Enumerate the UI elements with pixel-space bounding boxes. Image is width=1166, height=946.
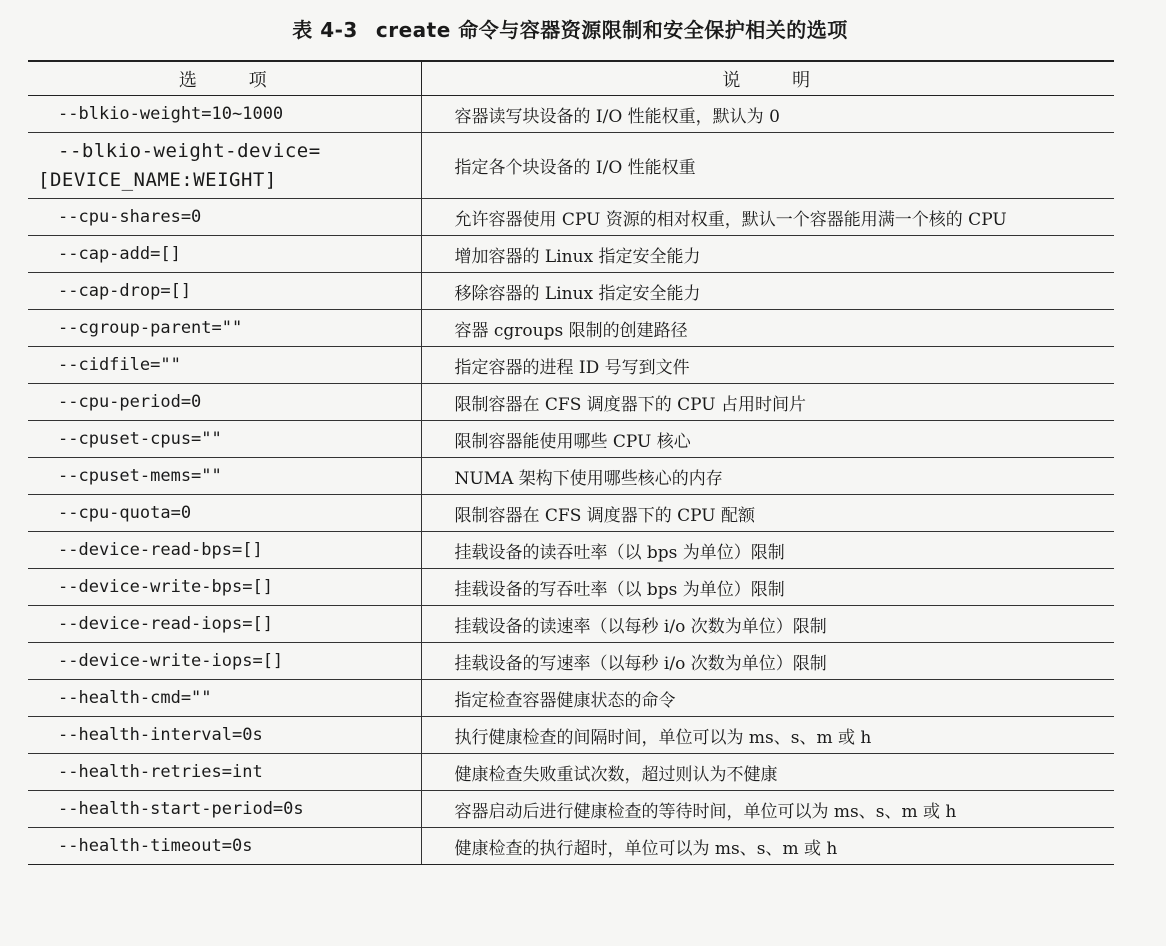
description-cell: 限制容器能使用哪些 CPU 核心 xyxy=(421,421,1114,458)
description-cell: 指定各个块设备的 I/O 性能权重 xyxy=(421,133,1114,199)
table-row xyxy=(28,717,1114,754)
option-cell: --cap-drop=[] xyxy=(28,273,421,310)
description-cell: 移除容器的 Linux 指定安全能力 xyxy=(421,273,1114,310)
table-row xyxy=(28,310,1114,347)
option-cell: --device-read-bps=[] xyxy=(28,532,421,569)
table-row xyxy=(28,384,1114,421)
description-cell: 健康检查的执行超时，单位可以为 ms、s、m 或 h xyxy=(421,828,1114,865)
table-row xyxy=(28,96,1114,133)
table-row xyxy=(28,199,1114,236)
description-cell: 挂载设备的写速率（以每秒 i/o 次数为单位）限制 xyxy=(421,643,1114,680)
table-row xyxy=(28,643,1114,680)
description-cell: 限制容器在 CFS 调度器下的 CPU 配额 xyxy=(421,495,1114,532)
option-cell: --device-write-iops=[] xyxy=(28,643,421,680)
table-row xyxy=(28,754,1114,791)
option-cell: --blkio-weight=10~1000 xyxy=(28,96,421,133)
option-cell: --device-read-iops=[] xyxy=(28,606,421,643)
description-cell: 指定检查容器健康状态的命令 xyxy=(421,680,1114,717)
description-cell: 健康检查失败重试次数，超过则认为不健康 xyxy=(421,754,1114,791)
option-cell: --device-write-bps=[] xyxy=(28,569,421,606)
table-row xyxy=(28,421,1114,458)
options-table xyxy=(28,60,1114,865)
option-cell: --cpuset-cpus="" xyxy=(28,421,421,458)
description-cell: 指定容器的进程 ID 号写到文件 xyxy=(421,347,1114,384)
option-cell: --cidfile="" xyxy=(28,347,421,384)
option-cell: --health-cmd="" xyxy=(28,680,421,717)
table-caption xyxy=(0,14,1140,43)
option-cell: --cgroup-parent="" xyxy=(28,310,421,347)
option-text-line: [DEVICE_NAME:WEIGHT] xyxy=(38,168,277,191)
table-row xyxy=(28,606,1114,643)
option-cell: --cap-add=[] xyxy=(28,236,421,273)
option-cell: --health-timeout=0s xyxy=(28,828,421,865)
option-text-line: --blkio-weight-device= xyxy=(58,139,321,162)
table-row xyxy=(28,236,1114,273)
option-cell: --health-retries=int xyxy=(28,754,421,791)
table-row xyxy=(28,458,1114,495)
description-cell: 增加容器的 Linux 指定安全能力 xyxy=(421,236,1114,273)
table-row xyxy=(28,828,1114,865)
table-row xyxy=(28,273,1114,310)
description-cell: 容器启动后进行健康检查的等待时间，单位可以为 ms、s、m 或 h xyxy=(421,791,1114,828)
header-description: 说 明 xyxy=(421,61,1114,96)
table-caption-text: create 命令与容器资源限制和安全保护相关的选项 xyxy=(375,18,848,42)
description-cell: 允许容器使用 CPU 资源的相对权重，默认一个容器能用满一个核的 CPU xyxy=(421,199,1114,236)
option-cell xyxy=(28,133,421,199)
option-cell: --cpuset-mems="" xyxy=(28,458,421,495)
option-cell: --cpu-period=0 xyxy=(28,384,421,421)
header-option: 选 项 xyxy=(28,61,421,96)
description-cell: 执行健康检查的间隔时间，单位可以为 ms、s、m 或 h xyxy=(421,717,1114,754)
option-cell: --health-start-period=0s xyxy=(28,791,421,828)
description-cell: 容器读写块设备的 I/O 性能权重，默认为 0 xyxy=(421,96,1114,133)
description-cell: 挂载设备的读速率（以每秒 i/o 次数为单位）限制 xyxy=(421,606,1114,643)
table-row xyxy=(28,532,1114,569)
table-row xyxy=(28,347,1114,384)
option-cell: --health-interval=0s xyxy=(28,717,421,754)
description-cell: 容器 cgroups 限制的创建路径 xyxy=(421,310,1114,347)
description-cell: 挂载设备的读吞吐率（以 bps 为单位）限制 xyxy=(421,532,1114,569)
table-row xyxy=(28,791,1114,828)
option-cell: --cpu-quota=0 xyxy=(28,495,421,532)
description-cell: 限制容器在 CFS 调度器下的 CPU 占用时间片 xyxy=(421,384,1114,421)
table-row xyxy=(28,569,1114,606)
table-row xyxy=(28,133,1114,199)
table-row xyxy=(28,680,1114,717)
description-cell: 挂载设备的写吞吐率（以 bps 为单位）限制 xyxy=(421,569,1114,606)
table-row xyxy=(28,495,1114,532)
option-cell: --cpu-shares=0 xyxy=(28,199,421,236)
description-cell: NUMA 架构下使用哪些核心的内存 xyxy=(421,458,1114,495)
table-header-row xyxy=(28,61,1114,96)
table-caption-number: 表 4-3 xyxy=(292,18,358,42)
